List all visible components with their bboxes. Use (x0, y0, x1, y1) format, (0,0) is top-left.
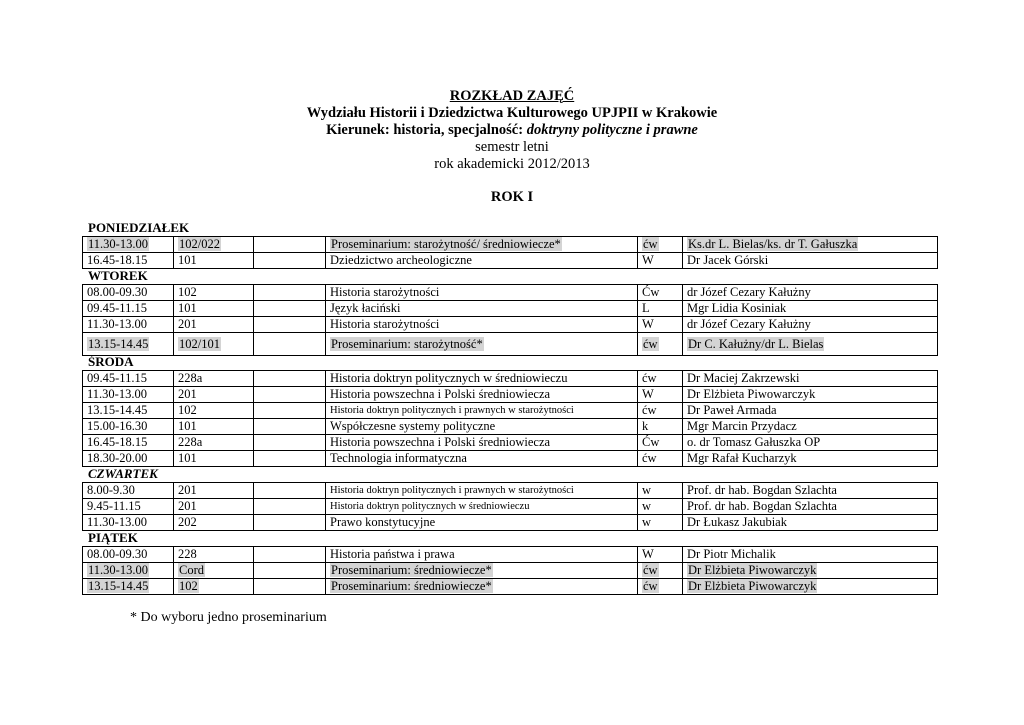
extra-cell (254, 371, 326, 387)
extra-cell (254, 403, 326, 419)
direction-prefix: Kierunek: historia, specjalność: (326, 122, 527, 138)
extra-cell (254, 451, 326, 467)
semester-line: semestr letni (475, 139, 549, 155)
type-cell: W (638, 387, 683, 403)
subject-cell: Proseminarium: starożytność/ średniowiecze* (326, 237, 638, 253)
table-row (83, 435, 938, 451)
day-table (82, 236, 938, 269)
type-cell: k (638, 419, 683, 435)
day-heading: PIĄTEK (88, 530, 138, 545)
extra-cell (254, 317, 326, 333)
room-cell: 201 (174, 499, 254, 515)
type-cell: W (638, 253, 683, 269)
room-cell: 201 (174, 317, 254, 333)
time-cell: 11.30-13.00 (83, 317, 174, 333)
day-table (82, 284, 938, 356)
teacher-cell: Mgr Lidia Kosiniak (683, 301, 938, 317)
extra-cell (254, 499, 326, 515)
teacher-cell: o. dr Tomasz Gałuszka OP (683, 435, 938, 451)
day-heading: PONIEDZIAŁEK (88, 220, 190, 235)
subject-cell: Historia powszechna i Polski średniowiecza (326, 435, 638, 451)
room-cell: 101 (174, 301, 254, 317)
table-row (83, 547, 938, 563)
type-cell: L (638, 301, 683, 317)
day-heading: WTOREK (88, 268, 148, 283)
type-cell: ćw (638, 371, 683, 387)
subject-cell: Historia doktryn politycznych i prawnych w starożytności (326, 483, 638, 499)
room-cell: 201 (174, 483, 254, 499)
table-row (83, 387, 938, 403)
faculty-line: Wydziału Historii i Dziedzictwa Kulturowego UPJPII w Krakowie (306, 105, 718, 121)
table-row (83, 333, 938, 356)
type-cell: W (638, 547, 683, 563)
extra-cell (254, 579, 326, 595)
time-cell: 09.45-11.15 (83, 371, 174, 387)
teacher-cell: Prof. dr hab. Bogdan Szlachta (683, 499, 938, 515)
subject-cell: Proseminarium: starożytność* (326, 333, 638, 356)
time-cell: 11.30-13.00 (83, 237, 174, 253)
table-row (83, 579, 938, 595)
room-cell: 102 (174, 403, 254, 419)
extra-cell (254, 301, 326, 317)
subject-cell: Historia doktryn politycznych w średniowieczu (326, 371, 638, 387)
room-cell: 228 (174, 547, 254, 563)
room-cell: 202 (174, 515, 254, 531)
extra-cell (254, 483, 326, 499)
table-row (83, 285, 938, 301)
teacher-cell: Dr Elżbieta Piwowarczyk (683, 563, 938, 579)
teacher-cell: Dr Paweł Armada (683, 403, 938, 419)
table-row (83, 301, 938, 317)
time-cell: 11.30-13.00 (83, 387, 174, 403)
subject-cell: Prawo konstytucyjne (326, 515, 638, 531)
extra-cell (254, 253, 326, 269)
time-cell: 8.00-9.30 (83, 483, 174, 499)
room-cell: 102/022 (174, 237, 254, 253)
day-heading: ŚRODA (88, 354, 134, 369)
extra-cell (254, 515, 326, 531)
table-row (83, 451, 938, 467)
extra-cell (254, 387, 326, 403)
time-cell: 08.00-09.30 (83, 285, 174, 301)
direction-spec: doktryny polityczne i prawne (526, 122, 698, 138)
direction-line (0, 122, 1024, 139)
extra-cell (254, 563, 326, 579)
teacher-cell: dr Józef Cezary Kałużny (683, 285, 938, 301)
subject-cell: Historia doktryn politycznych i prawnych w starożytności (326, 403, 638, 419)
day-table (82, 482, 938, 531)
time-cell: 15.00-16.30 (83, 419, 174, 435)
time-cell: 08.00-09.30 (83, 547, 174, 563)
type-cell: ćw (638, 563, 683, 579)
day-heading: CZWARTEK (88, 466, 158, 481)
room-cell: Cord (174, 563, 254, 579)
subject-cell: Historia starożytności (326, 317, 638, 333)
extra-cell (254, 547, 326, 563)
room-cell: 101 (174, 451, 254, 467)
teacher-cell: Ks.dr L. Bielas/ks. dr T. Gałuszka (683, 237, 938, 253)
teacher-cell: dr Józef Cezary Kałużny (683, 317, 938, 333)
type-cell: ćw (638, 403, 683, 419)
type-cell: w (638, 499, 683, 515)
table-row (83, 563, 938, 579)
room-cell: 101 (174, 253, 254, 269)
time-cell: 11.30-13.00 (83, 515, 174, 531)
subject-cell: Technologia informatyczna (326, 451, 638, 467)
subject-cell: Język łaciński (326, 301, 638, 317)
extra-cell (254, 435, 326, 451)
table-row (83, 253, 938, 269)
doc-title: ROZKŁAD ZAJĘĆ (449, 88, 575, 104)
subject-cell: Historia doktryn politycznych w średniowieczu (326, 499, 638, 515)
subject-cell: Historia państwa i prawa (326, 547, 638, 563)
time-cell: 18.30-20.00 (83, 451, 174, 467)
table-row (83, 237, 938, 253)
type-cell: ćw (638, 333, 683, 356)
room-cell: 101 (174, 419, 254, 435)
type-cell: ćw (638, 451, 683, 467)
table-row (83, 371, 938, 387)
table-row (83, 317, 938, 333)
subject-cell: Współczesne systemy polityczne (326, 419, 638, 435)
day-table (82, 370, 938, 467)
time-cell: 13.15-14.45 (83, 333, 174, 356)
type-cell: Ćw (638, 435, 683, 451)
teacher-cell: Prof. dr hab. Bogdan Szlachta (683, 483, 938, 499)
footnote: * Do wyboru jedno proseminarium (130, 610, 327, 625)
room-cell: 102 (174, 579, 254, 595)
table-row (83, 483, 938, 499)
extra-cell (254, 333, 326, 356)
teacher-cell: Dr Jacek Górski (683, 253, 938, 269)
year-line: rok akademicki 2012/2013 (434, 156, 590, 172)
table-row (83, 499, 938, 515)
teacher-cell: Dr Elżbieta Piwowarczyk (683, 579, 938, 595)
extra-cell (254, 237, 326, 253)
type-cell: Ćw (638, 285, 683, 301)
table-row (83, 419, 938, 435)
subject-cell: Historia starożytności (326, 285, 638, 301)
subject-cell: Proseminarium: średniowiecze* (326, 563, 638, 579)
type-cell: w (638, 483, 683, 499)
time-cell: 11.30-13.00 (83, 563, 174, 579)
day-table (82, 546, 938, 595)
time-cell: 13.15-14.45 (83, 403, 174, 419)
room-cell: 228a (174, 371, 254, 387)
room-cell: 228a (174, 435, 254, 451)
teacher-cell: Dr C. Kałużny/dr L. Bielas (683, 333, 938, 356)
teacher-cell: Mgr Rafał Kucharzyk (683, 451, 938, 467)
type-cell: W (638, 317, 683, 333)
teacher-cell: Dr Maciej Zakrzewski (683, 371, 938, 387)
type-cell: ćw (638, 579, 683, 595)
type-cell: w (638, 515, 683, 531)
type-cell: ćw (638, 237, 683, 253)
table-row (83, 403, 938, 419)
extra-cell (254, 285, 326, 301)
teacher-cell: Dr Elżbieta Piwowarczyk (683, 387, 938, 403)
teacher-cell: Dr Łukasz Jakubiak (683, 515, 938, 531)
room-cell: 102/101 (174, 333, 254, 356)
room-cell: 102 (174, 285, 254, 301)
time-cell: 16.45-18.15 (83, 435, 174, 451)
time-cell: 9.45-11.15 (83, 499, 174, 515)
year-of-study: ROK I (490, 189, 534, 205)
room-cell: 201 (174, 387, 254, 403)
extra-cell (254, 419, 326, 435)
subject-cell: Proseminarium: średniowiecze* (326, 579, 638, 595)
teacher-cell: Mgr Marcin Przydacz (683, 419, 938, 435)
time-cell: 16.45-18.15 (83, 253, 174, 269)
time-cell: 09.45-11.15 (83, 301, 174, 317)
time-cell: 13.15-14.45 (83, 579, 174, 595)
subject-cell: Historia powszechna i Polski średniowiecza (326, 387, 638, 403)
teacher-cell: Dr Piotr Michalik (683, 547, 938, 563)
table-row (83, 515, 938, 531)
subject-cell: Dziedzictwo archeologiczne (326, 253, 638, 269)
